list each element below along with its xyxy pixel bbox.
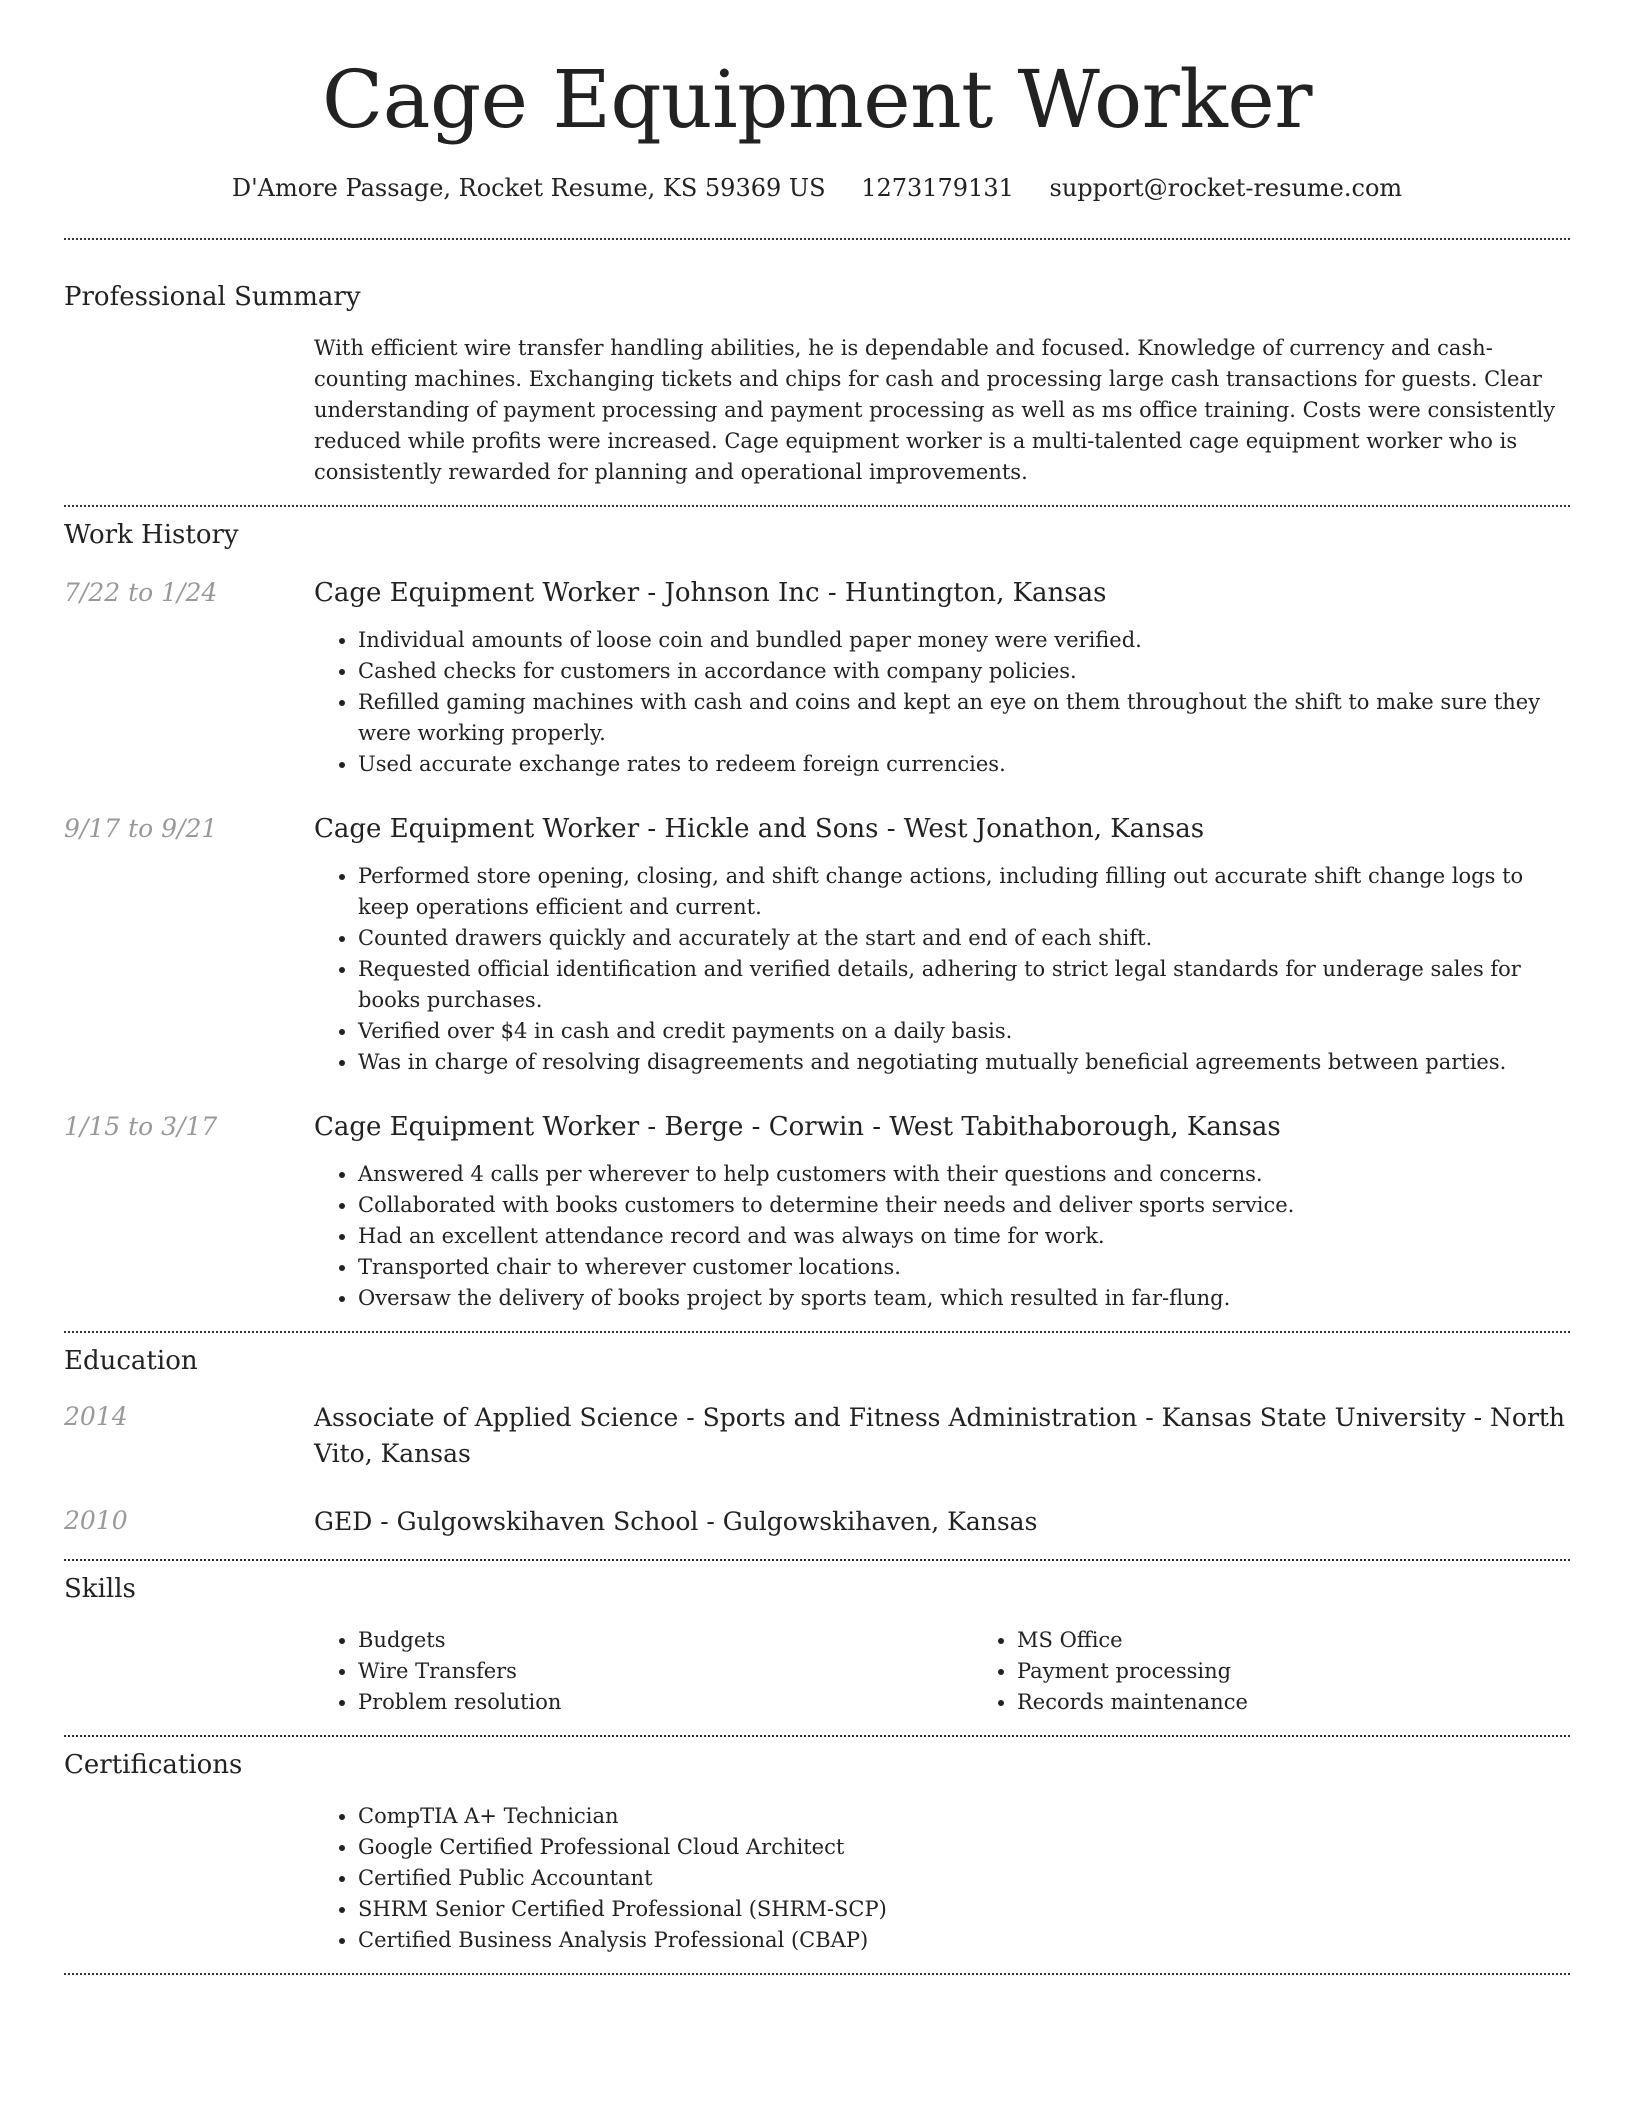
- certifications-section: [64, 1737, 1570, 1956]
- job-dates: 1/15 to 3/17: [64, 1112, 218, 1141]
- job-details: - Johnson Inc - Huntington, Kansas: [639, 578, 1107, 608]
- skill-item: • Payment processing: [1017, 1656, 1632, 1687]
- contact-line: [64, 172, 1570, 204]
- job-role: Cage Equipment Worker: [314, 1112, 640, 1142]
- certifications-spacer: [64, 1801, 314, 1956]
- job-bullet: • Individual amounts of loose coin and bundled paper money were verified.: [358, 625, 1570, 656]
- job-entry: [64, 812, 1570, 1078]
- certification-item: • Certified Public Accountant: [358, 1863, 1570, 1894]
- job-title: [314, 1110, 1570, 1144]
- job-details: - Hickle and Sons - West Jonathon, Kansas: [639, 814, 1205, 844]
- job-bullets: [314, 1159, 1570, 1314]
- job-bullet: • Collaborated with books customers to determine their needs and deliver sports service.: [358, 1190, 1570, 1221]
- education-year: 2014: [64, 1402, 128, 1431]
- certifications-heading: Certifications: [64, 1750, 243, 1780]
- education-text: GED - Gulgowskihaven School - Gulgowskihaven, Kansas: [314, 1507, 1038, 1536]
- skills-spacer: [64, 1625, 314, 1718]
- skill-item: • Wire Transfers: [358, 1656, 973, 1687]
- contact-address: D'Amore Passage, Rocket Resume, KS 59369 US: [231, 174, 826, 202]
- education-section: [64, 1333, 1570, 1540]
- skill-item: • Records maintenance: [1017, 1687, 1632, 1718]
- certifications-list: [314, 1801, 1570, 1956]
- job-dates: 7/22 to 1/24: [64, 578, 218, 607]
- summary-spacer: [64, 333, 314, 488]
- job-bullets: [314, 861, 1570, 1078]
- skill-item: • Budgets: [358, 1625, 973, 1656]
- skills-list-right: [973, 1625, 1632, 1718]
- section-divider: [64, 1973, 1570, 1975]
- education-text: Associate of Applied Science - Sports and Fitness Administration - Kansas State University - North Vito, Kansas: [314, 1403, 1566, 1468]
- resume-header: [64, 0, 1570, 204]
- contact-phone: 1273179131: [861, 174, 1014, 202]
- work-history-heading: Work History: [64, 520, 239, 550]
- job-bullet: • Requested official identification and verified details, adhering to strict legal standards for underage sales for books purchases.: [358, 954, 1570, 1016]
- job-bullet: • Verified over $4 in cash and credit payments on a daily basis.: [358, 1016, 1570, 1047]
- skill-item: • Problem resolution: [358, 1687, 973, 1718]
- job-dates: 9/17 to 9/21: [64, 814, 218, 843]
- summary-heading: Professional Summary: [64, 282, 361, 312]
- education-year: 2010: [64, 1506, 128, 1535]
- job-bullets: [314, 625, 1570, 780]
- education-entry: [64, 1400, 1570, 1472]
- job-bullet: • Had an excellent attendance record and was always on time for work.: [358, 1221, 1570, 1252]
- job-role: Cage Equipment Worker: [314, 578, 640, 608]
- candidate-name: Cage Equipment Worker: [322, 53, 1312, 146]
- job-role: Cage Equipment Worker: [314, 814, 640, 844]
- job-bullet: • Oversaw the delivery of books project by sports team, which resulted in far-flung.: [358, 1283, 1570, 1314]
- education-heading: Education: [64, 1346, 198, 1376]
- certification-item: • Certified Business Analysis Professional (CBAP): [358, 1925, 1570, 1956]
- job-title: [314, 812, 1570, 846]
- education-entry: [64, 1504, 1570, 1540]
- certification-item: • Google Certified Professional Cloud Architect: [358, 1832, 1570, 1863]
- job-bullet: • Used accurate exchange rates to redeem foreign currencies.: [358, 749, 1570, 780]
- job-details: - Berge - Corwin - West Tabithaborough, Kansas: [639, 1112, 1281, 1142]
- summary-section: [64, 240, 1570, 488]
- job-bullet: • Counted drawers quickly and accurately at the start and end of each shift.: [358, 923, 1570, 954]
- job-title: [314, 576, 1570, 610]
- skill-item: • MS Office: [1017, 1625, 1632, 1656]
- job-bullet: • Refilled gaming machines with cash and coins and kept an eye on them throughout the shift to make sure they were working properly.: [358, 687, 1570, 749]
- job-entry: [64, 576, 1570, 780]
- resume-page: [64, 0, 1570, 1975]
- skills-heading: Skills: [64, 1574, 136, 1604]
- job-entry: [64, 1110, 1570, 1314]
- job-bullet: • Transported chair to wherever customer locations.: [358, 1252, 1570, 1283]
- job-bullet: • Answered 4 calls per wherever to help customers with their questions and concerns.: [358, 1159, 1570, 1190]
- certification-item: • SHRM Senior Certified Professional (SHRM-SCP): [358, 1894, 1570, 1925]
- contact-email[interactable]: support@rocket-resume.com: [1049, 174, 1403, 202]
- summary-text: With efficient wire transfer handling abilities, he is dependable and focused. Knowledge of currency and cash-counting machines. Exchanging tickets and chips for cash and processing large cash transactions for guests. Clear understanding of payment processing and payment processing as well as ms office training. Costs were consistently reduced while profits were increased. Cage equipment worker is a multi-talented cage equipment worker who is consistently rewarded for planning and operational improvements.: [314, 336, 1556, 484]
- job-bullet: • Cashed checks for customers in accordance with company policies.: [358, 656, 1570, 687]
- skills-list-left: [314, 1625, 973, 1718]
- job-bullet: • Was in charge of resolving disagreements and negotiating mutually beneficial agreements between parties.: [358, 1047, 1570, 1078]
- certification-item: • CompTIA A+ Technician: [358, 1801, 1570, 1832]
- skills-section: [64, 1561, 1570, 1718]
- work-history-section: [64, 507, 1570, 1314]
- job-bullet: • Performed store opening, closing, and shift change actions, including filling out accurate shift change logs to keep operations efficient and current.: [358, 861, 1570, 923]
